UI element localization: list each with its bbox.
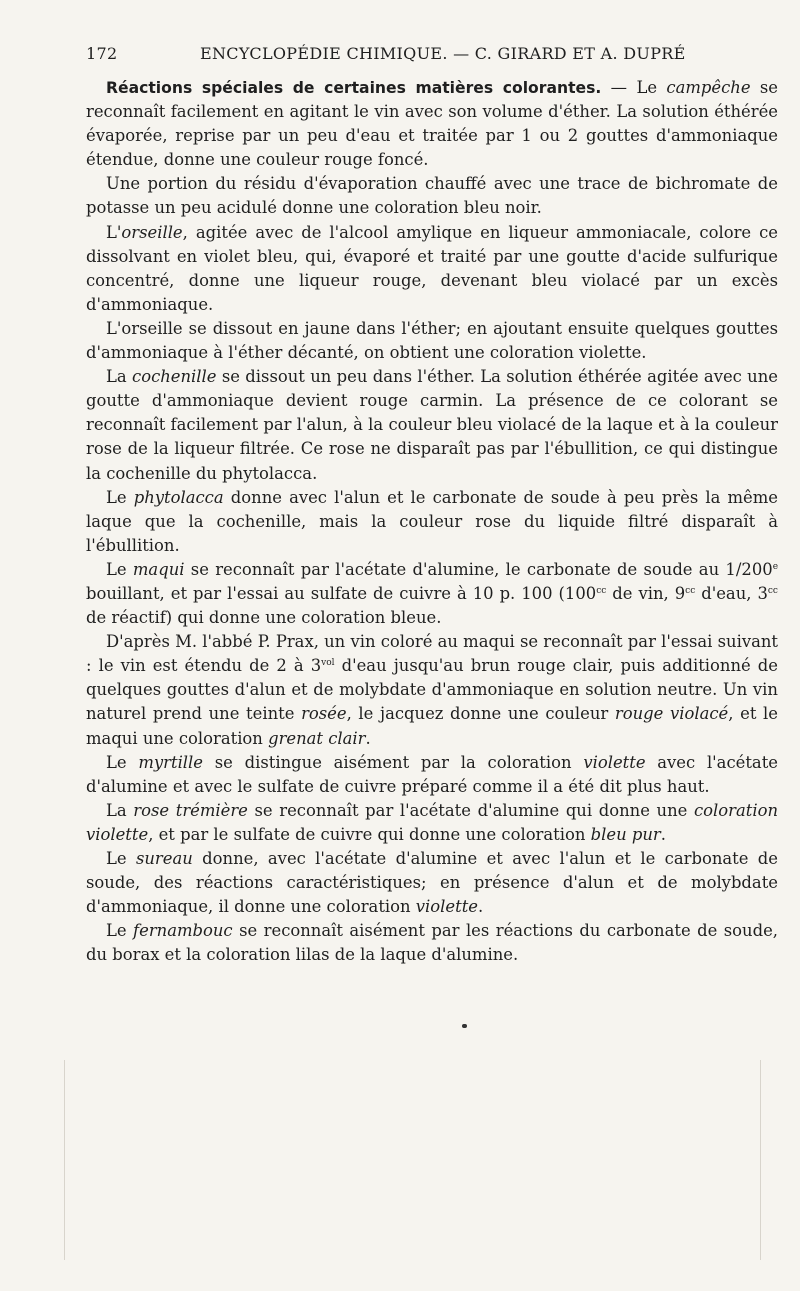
bleed-through-line	[760, 1060, 761, 1260]
bleed-through-line	[64, 1060, 65, 1260]
end-ornament	[462, 1024, 467, 1028]
paragraph-maqui: Le maqui se reconnaît par l'acétate d'alumine, le carbonate de soude au 1/200e bouillant, et par l'essai au sulfate de cuivre à 10 p. 100 ($100^{cc}$ de vin, $9^{cc}$ d'eau, $3^{cc}$ de réactif) qui donne une coloration bleue.	[86, 559, 779, 628]
paragraph-prax: D'après M. l'abbé P. Prax, un vin coloré au maqui se reconnaît par l'essai suivant : le vin est étendu de 2 à $3^{vol}$ d'eau jusqu'au brun rouge clair, puis additionné de quelques gouttes d'alun et de molybdate d'ammoniaque en solution neutre. Un vin naturel prend une teinte rosée, le jacquez donne une couleur rouge violacé, et le maqui une coloration grenat clair.	[86, 632, 778, 748]
page-header	[86, 44, 778, 70]
section-heading: Réactions spéciales de certaines matières colorantes.	[106, 79, 602, 97]
paragraph-myrtille: Le myrtille se distingue aisément par la coloration violette avec l'acétate d'alumine et avec le sulfate de cuivre préparé comme il a été dit plus haut.	[86, 752, 778, 796]
body-text	[86, 76, 778, 967]
page-number: 172	[86, 44, 118, 63]
paragraph-phytolacca: Le phytolacca donne avec l'alun et le carbonate de soude à peu près la même laque que la cochenille, mais la couleur rose du liquide filtré disparaît à l'ébullition.	[86, 487, 778, 555]
paragraph-campeche: Réactions spéciales de certaines matières colorantes. — Le campêche se reconnaît facilement en agitant le vin avec son volume d'éther. La solution éthérée évaporée, reprise par un peu d'eau et traitée par 1 ou 2 gouttes d'ammoniaque étendue, donne une couleur rouge foncé.	[86, 78, 779, 170]
running-title: ENCYCLOPÉDIE CHIMIQUE. — C. GIRARD ET A. DUPRÉ	[200, 44, 686, 63]
paragraph-rose-tremiere: La rose trémière se reconnaît par l'acétate d'alumine qui donne une coloration violette, et par le sulfate de cuivre qui donne une coloration bleu pur.	[86, 800, 779, 844]
paragraph-orseille: L'orseille, agitée avec de l'alcool amylique en liqueur ammoniacale, colore ce dissolvant en violet bleu, qui, évaporé et traité par une goutte d'acide sulfurique concentré, donne une liqueur rouge, devenant bleu violacé par un excès d'ammoniaque.	[86, 222, 778, 314]
paragraph-bichromate: Une portion du résidu d'évaporation chauffé avec une trace de bichromate de potasse un peu acidulé donne une coloration bleu noir.	[86, 174, 778, 218]
paragraph-cochenille: La cochenille se dissout un peu dans l'éther. La solution éthérée agitée avec une goutte d'ammoniaque devient rouge carmin. La présence de ce colorant se reconnaît facilement par l'alun, à la couleur bleu violacé de la laque et à la couleur rose de la liqueur filtrée. Ce rose ne disparaît pas par l'ébullition, ce qui distingue la cochenille du phytolacca.	[86, 367, 778, 483]
paragraph-sureau: Le sureau donne, avec l'acétate d'alumine et avec l'alun et le carbonate de soude, des réactions caractéristiques; en présence d'alun et de molybdate d'ammoniaque, il donne une coloration violette.	[86, 849, 779, 917]
paragraph-fernambouc: Le fernambouc se reconnaît aisément par les réactions du carbonate de soude, du borax et la coloration lilas de la laque d'alumine.	[86, 921, 778, 965]
paragraph-orseille-ether: L'orseille se dissout en jaune dans l'éther; en ajoutant ensuite quelques gouttes d'ammoniaque à l'éther décanté, on obtient une coloration violette.	[86, 318, 778, 363]
